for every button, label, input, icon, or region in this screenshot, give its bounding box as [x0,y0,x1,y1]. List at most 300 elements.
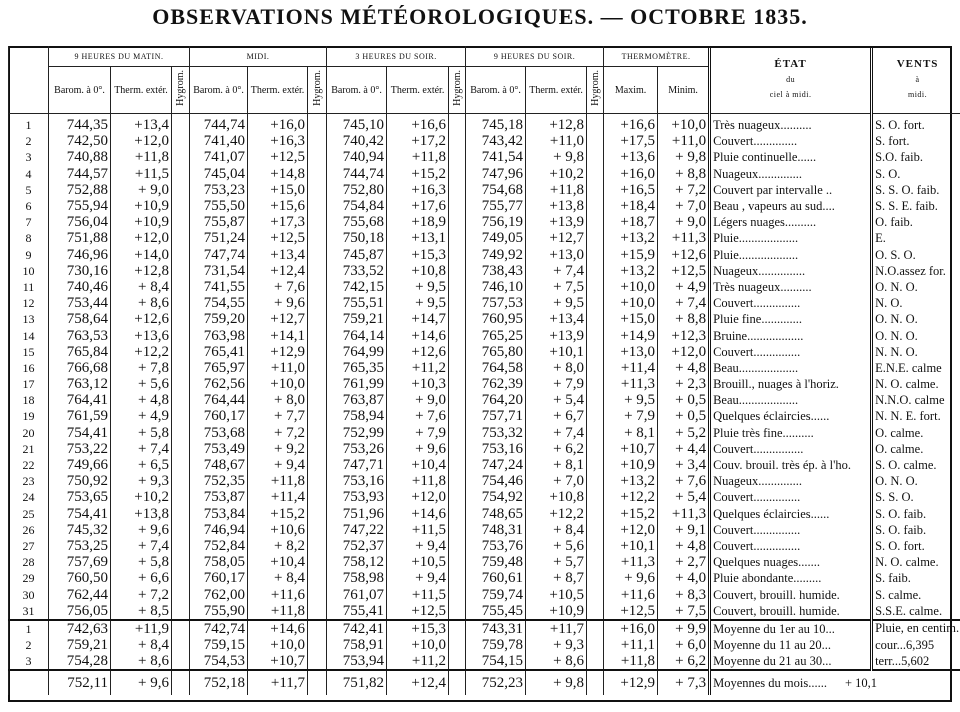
value-cell-b21: 756,19 [466,214,526,230]
value-cell-max: +14,9 [604,327,658,343]
mean-cell-min: + 6,2 [658,653,710,670]
hygrom-cell [449,441,466,457]
value-cell-bm: 753,49 [190,441,248,457]
value-cell-max: +10,0 [604,279,658,295]
hygrom-cell [449,360,466,376]
hygrom-cell [172,457,190,473]
hygrom-cell [449,311,466,327]
value-cell-t3: + 9,4 [387,570,449,586]
etat-cell: Quelques nuages....... [710,554,872,570]
mean-row [9,637,960,653]
hygrom-cell [308,408,327,424]
vent-cell: S. O. fort. [872,538,960,554]
value-cell-tm: + 8,0 [248,392,308,408]
value-cell-t9: + 5,8 [111,554,172,570]
mean-cell-t21: + 8,6 [526,653,587,670]
hygrom-cell [308,247,327,263]
mean-cell-b21: 754,15 [466,653,526,670]
value-cell-tm: + 9,4 [248,457,308,473]
value-cell-min: + 8,8 [658,166,710,182]
hygrom-cell [587,441,604,457]
rain-cell: terr...5,602 [872,653,960,670]
hygrom-cell [587,620,604,637]
value-cell-tm: +12,7 [248,311,308,327]
vent-cell: N.O.assez for. [872,263,960,279]
value-cell-max: +12,0 [604,522,658,538]
day-number: 24 [9,489,49,505]
mean-cell-b9: 742,63 [49,620,111,637]
hygrom-cell [587,670,604,695]
hygrom-cell [449,376,466,392]
table-row [9,247,960,263]
hygrom-cell [172,620,190,637]
table-row [9,392,960,408]
value-cell-min: + 7,0 [658,198,710,214]
hygrom-cell [587,637,604,653]
value-cell-b21: 764,58 [466,360,526,376]
value-cell-max: +10,1 [604,538,658,554]
value-cell-bm: 760,17 [190,570,248,586]
value-cell-max: +16,6 [604,114,658,134]
hygrom-cell [172,263,190,279]
value-cell-b3: 747,71 [327,457,387,473]
value-cell-bm: 748,67 [190,457,248,473]
table-row [9,214,960,230]
value-cell-t9: + 5,6 [111,376,172,392]
value-cell-max: +10,0 [604,295,658,311]
value-cell-tm: +10,0 [248,376,308,392]
hygrom-cell [587,570,604,586]
value-cell-t3: +10,8 [387,263,449,279]
hygrom-cell [308,670,327,695]
value-cell-tm: + 8,4 [248,570,308,586]
value-cell-t21: + 5,6 [526,538,587,554]
value-cell-b3: 764,99 [327,344,387,360]
hygrom-cell [308,360,327,376]
value-cell-t21: +11,8 [526,182,587,198]
value-cell-t21: +13,4 [526,311,587,327]
etat-cell: Couvert............... [710,522,872,538]
table-row [9,506,960,522]
value-cell-b21: 749,92 [466,247,526,263]
vent-cell: S.S.E. calme. [872,603,960,620]
value-cell-tm: +12,5 [248,149,308,165]
value-cell-tm: + 9,6 [248,295,308,311]
hygrom-cell [587,214,604,230]
mean-cell-t3: +11,2 [387,653,449,670]
table-row [9,133,960,149]
etat-cell: Couv. brouil. très ép. à l'ho. [710,457,872,473]
hygrom-cell [172,586,190,602]
value-cell-t9: + 4,9 [111,408,172,424]
table-row [9,603,960,620]
hygrom-cell [172,360,190,376]
value-cell-tm: +11,8 [248,473,308,489]
value-cell-b9: 742,50 [49,133,111,149]
value-cell-t9: +12,0 [111,133,172,149]
value-cell-tm: + 7,2 [248,425,308,441]
value-cell-t3: +11,2 [387,360,449,376]
value-cell-b21: 747,96 [466,166,526,182]
value-cell-b21: 757,53 [466,295,526,311]
value-cell-b9: 762,44 [49,586,111,602]
value-cell-min: + 8,3 [658,586,710,602]
value-cell-b21: 754,92 [466,489,526,505]
value-cell-max: +11,3 [604,554,658,570]
day-number: 20 [9,425,49,441]
value-cell-b3: 740,94 [327,149,387,165]
value-cell-max: +11,4 [604,360,658,376]
total-cell-b3: 751,82 [327,670,387,695]
table-row [9,198,960,214]
hygrom-cell [587,263,604,279]
etat-cell: Pluie fine............. [710,311,872,327]
vent-cell: N.N.O. calme [872,392,960,408]
value-cell-b3: 742,15 [327,279,387,295]
value-cell-max: +18,7 [604,214,658,230]
value-cell-t9: + 4,8 [111,392,172,408]
value-cell-t3: +15,3 [387,247,449,263]
value-cell-t9: +10,9 [111,198,172,214]
value-cell-bm: 759,20 [190,311,248,327]
vent-cell: O. calme. [872,441,960,457]
value-cell-min: +12,3 [658,327,710,343]
hygrom-header-label: Hygrom. [175,70,186,106]
value-cell-b21: 754,46 [466,473,526,489]
vent-cell: N. O. [872,295,960,311]
value-cell-b21: 743,42 [466,133,526,149]
hygrom-header-label: Hygrom. [590,70,602,106]
value-cell-min: + 4,0 [658,570,710,586]
hygrom-cell [172,214,190,230]
value-cell-max: +16,0 [604,166,658,182]
value-cell-tm: +12,5 [248,230,308,246]
value-cell-t21: +10,1 [526,344,587,360]
value-cell-tm: +14,8 [248,166,308,182]
mean-cell-t9: + 8,6 [111,653,172,670]
value-cell-b9: 761,59 [49,408,111,424]
value-cell-b9: 740,46 [49,279,111,295]
day-number: 15 [9,344,49,360]
hygrom-cell [449,473,466,489]
hygrom-cell [172,376,190,392]
value-cell-t21: + 7,0 [526,473,587,489]
etat-cell: Pluie continuelle...... [710,149,872,165]
vent-cell: S. faib. [872,570,960,586]
observations-table [8,46,960,695]
value-cell-max: + 9,5 [604,392,658,408]
mean-cell-tm: +10,0 [248,637,308,653]
value-cell-bm: 741,07 [190,149,248,165]
value-cell-b3: 747,22 [327,522,387,538]
day-number: 5 [9,182,49,198]
day-number: 23 [9,473,49,489]
value-cell-b9: 758,64 [49,311,111,327]
value-cell-t9: + 9,0 [111,182,172,198]
value-cell-tm: +10,6 [248,522,308,538]
value-cell-b9: 751,88 [49,230,111,246]
value-cell-t3: +14,6 [387,506,449,522]
etat-cell: Couvert................ [710,441,872,457]
hygrom-cell [308,198,327,214]
value-cell-t3: +18,9 [387,214,449,230]
table-row [9,473,960,489]
value-cell-t3: + 9,4 [387,538,449,554]
value-cell-tm: +11,8 [248,603,308,620]
hygrom-cell [308,344,327,360]
hygrom-cell [308,620,327,637]
hygrom-header-label: Hygrom. [452,70,464,106]
value-cell-t9: +14,0 [111,247,172,263]
hygrom-cell [587,603,604,620]
day-number: 9 [9,247,49,263]
value-cell-b21: 765,80 [466,344,526,360]
total-cell-bm: 752,18 [190,670,248,695]
value-cell-min: +12,0 [658,344,710,360]
mean-cell-b21: 759,78 [466,637,526,653]
value-cell-b9: 753,22 [49,441,111,457]
hygrom-cell [308,263,327,279]
hygrom-cell [308,392,327,408]
value-cell-max: +12,2 [604,489,658,505]
value-cell-t3: + 9,5 [387,295,449,311]
table-row [9,311,960,327]
value-cell-t21: + 7,9 [526,376,587,392]
value-cell-t21: + 6,7 [526,408,587,424]
value-cell-t21: +12,7 [526,230,587,246]
hygrom-cell [449,263,466,279]
hygrom-cell [449,538,466,554]
value-cell-b3: 744,74 [327,166,387,182]
value-cell-t9: + 7,8 [111,360,172,376]
hygrom-cell [308,166,327,182]
value-cell-bm: 741,55 [190,279,248,295]
etat-cell: Couvert.............. [710,133,872,149]
hygrom-cell [172,114,190,134]
table-row [9,360,960,376]
table-row [9,457,960,473]
etat-cell: Pluie................... [710,230,872,246]
value-cell-bm: 755,87 [190,214,248,230]
hygrom-cell [449,506,466,522]
vent-cell: S. calme. [872,586,960,602]
value-cell-t9: + 8,4 [111,279,172,295]
vent-cell: E. [872,230,960,246]
value-cell-bm: 753,23 [190,182,248,198]
value-cell-bm: 741,40 [190,133,248,149]
value-cell-b9: 756,05 [49,603,111,620]
etat-cell: Nuageux............... [710,263,872,279]
hygrom-cell [172,489,190,505]
hygrom-cell [587,360,604,376]
value-cell-b21: 748,31 [466,522,526,538]
hygrom-cell [587,408,604,424]
total-value: + 10,1 [844,676,878,691]
value-cell-t21: + 9,8 [526,149,587,165]
table-row [9,570,960,586]
value-cell-b3: 745,10 [327,114,387,134]
value-cell-b3: 758,94 [327,408,387,424]
hygrom-cell [587,230,604,246]
value-cell-bm: 747,74 [190,247,248,263]
hygrom-cell [449,425,466,441]
total-blank [9,670,49,695]
hygrom-cell [587,506,604,522]
value-cell-min: + 5,2 [658,425,710,441]
value-cell-max: +17,5 [604,133,658,149]
value-cell-tm: +12,9 [248,344,308,360]
etat-cell: Pluie très fine.......... [710,425,872,441]
hygrom-cell [172,230,190,246]
value-cell-min: + 3,4 [658,457,710,473]
hygrom-header [308,67,327,114]
hygrom-cell [308,637,327,653]
hygrom-cell [449,344,466,360]
value-cell-b3: 761,99 [327,376,387,392]
hygrom-cell [172,279,190,295]
value-cell-t21: +10,8 [526,489,587,505]
etat-cell: Nuageux.............. [710,473,872,489]
total-label [710,670,960,695]
hygrom-cell [449,457,466,473]
value-cell-t21: + 6,2 [526,441,587,457]
value-cell-tm: +11,0 [248,360,308,376]
value-cell-t9: +11,5 [111,166,172,182]
day-number: 7 [9,214,49,230]
hygrom-cell [449,554,466,570]
hygrom-cell [308,653,327,670]
value-cell-b9: 760,50 [49,570,111,586]
value-cell-b9: 744,35 [49,114,111,134]
day-number: 22 [9,457,49,473]
barom-header: Barom. à 0°. [190,67,248,114]
value-cell-b3: 755,68 [327,214,387,230]
value-cell-t9: + 7,2 [111,586,172,602]
hygrom-cell [172,506,190,522]
value-cell-max: + 8,1 [604,425,658,441]
hygrom-header-label: Hygrom. [311,70,323,106]
vent-cell: S. O. faib. [872,522,960,538]
mean-cell-t9: +11,9 [111,620,172,637]
value-cell-b9: 744,57 [49,166,111,182]
hygrom-cell [449,327,466,343]
group-header-morning: 9 HEURES DU MATIN. [49,46,190,67]
etat-cell: Brouill., nuages à l'horiz. [710,376,872,392]
value-cell-t21: +11,0 [526,133,587,149]
value-cell-max: +10,9 [604,457,658,473]
hygrom-cell [308,554,327,570]
hygrom-cell [172,538,190,554]
etat-cell: Très nuageux.......... [710,114,872,134]
hygrom-cell [308,311,327,327]
hygrom-cell [449,182,466,198]
value-cell-bm: 744,74 [190,114,248,134]
value-cell-b3: 758,98 [327,570,387,586]
value-cell-bm: 760,17 [190,408,248,424]
value-cell-b21: 760,61 [466,570,526,586]
hygrom-cell [587,376,604,392]
hygrom-cell [587,653,604,670]
value-cell-t9: +12,2 [111,344,172,360]
value-cell-bm: 754,55 [190,295,248,311]
table-row [9,114,960,134]
table-row [9,263,960,279]
value-cell-bm: 746,94 [190,522,248,538]
value-cell-bm: 753,68 [190,425,248,441]
value-cell-tm: +17,3 [248,214,308,230]
value-cell-b3: 740,42 [327,133,387,149]
etat-cell: Très nuageux.......... [710,279,872,295]
day-number: 29 [9,570,49,586]
value-cell-min: + 9,8 [658,149,710,165]
value-cell-t21: +10,9 [526,603,587,620]
hygrom-cell [172,392,190,408]
mean-cell-b3: 753,94 [327,653,387,670]
value-cell-b9: 752,88 [49,182,111,198]
total-row [9,670,960,695]
value-cell-t21: + 8,0 [526,360,587,376]
value-cell-b21: 764,20 [466,392,526,408]
value-cell-t3: +11,8 [387,473,449,489]
value-cell-max: +12,5 [604,603,658,620]
value-cell-t9: + 7,4 [111,441,172,457]
value-cell-t21: + 8,4 [526,522,587,538]
hygrom-cell [587,425,604,441]
table-row [9,408,960,424]
etat-cell: Couvert............... [710,295,872,311]
hygrom-cell [308,586,327,602]
etat-cell: Couvert............... [710,344,872,360]
value-cell-b3: 763,87 [327,392,387,408]
vent-cell: O. S. O. [872,247,960,263]
rain-cell: Pluie, en centim. [872,620,960,637]
mean-cell-min: + 9,9 [658,620,710,637]
hygrom-cell [449,603,466,620]
hygrom-cell [172,670,190,695]
vent-cell: S.O. faib. [872,149,960,165]
day-number: 1 [9,114,49,134]
table-row [9,586,960,602]
hygrom-cell [172,522,190,538]
value-cell-t3: +17,2 [387,133,449,149]
hygrom-cell [308,376,327,392]
value-cell-tm: +10,4 [248,554,308,570]
value-cell-bm: 752,35 [190,473,248,489]
value-cell-t9: + 5,8 [111,425,172,441]
hygrom-cell [449,653,466,670]
day-number: 30 [9,586,49,602]
vent-cell: N. N. E. fort. [872,408,960,424]
hygrom-cell [172,653,190,670]
value-cell-b21: 748,65 [466,506,526,522]
hygrom-cell [587,538,604,554]
mean-label: Moyenne du 11 au 20... [710,637,872,653]
value-cell-t3: +10,4 [387,457,449,473]
value-cell-b21: 753,16 [466,441,526,457]
total-cell-b21: 752,23 [466,670,526,695]
hygrom-cell [308,295,327,311]
value-cell-b3: 753,16 [327,473,387,489]
value-cell-min: + 2,7 [658,554,710,570]
hygrom-cell [449,522,466,538]
vent-cell: S. fort. [872,133,960,149]
hygrom-cell [587,133,604,149]
value-cell-max: +15,2 [604,506,658,522]
value-cell-bm: 758,05 [190,554,248,570]
value-cell-t21: +10,5 [526,586,587,602]
value-cell-b21: 759,74 [466,586,526,602]
value-cell-b21: 760,95 [466,311,526,327]
